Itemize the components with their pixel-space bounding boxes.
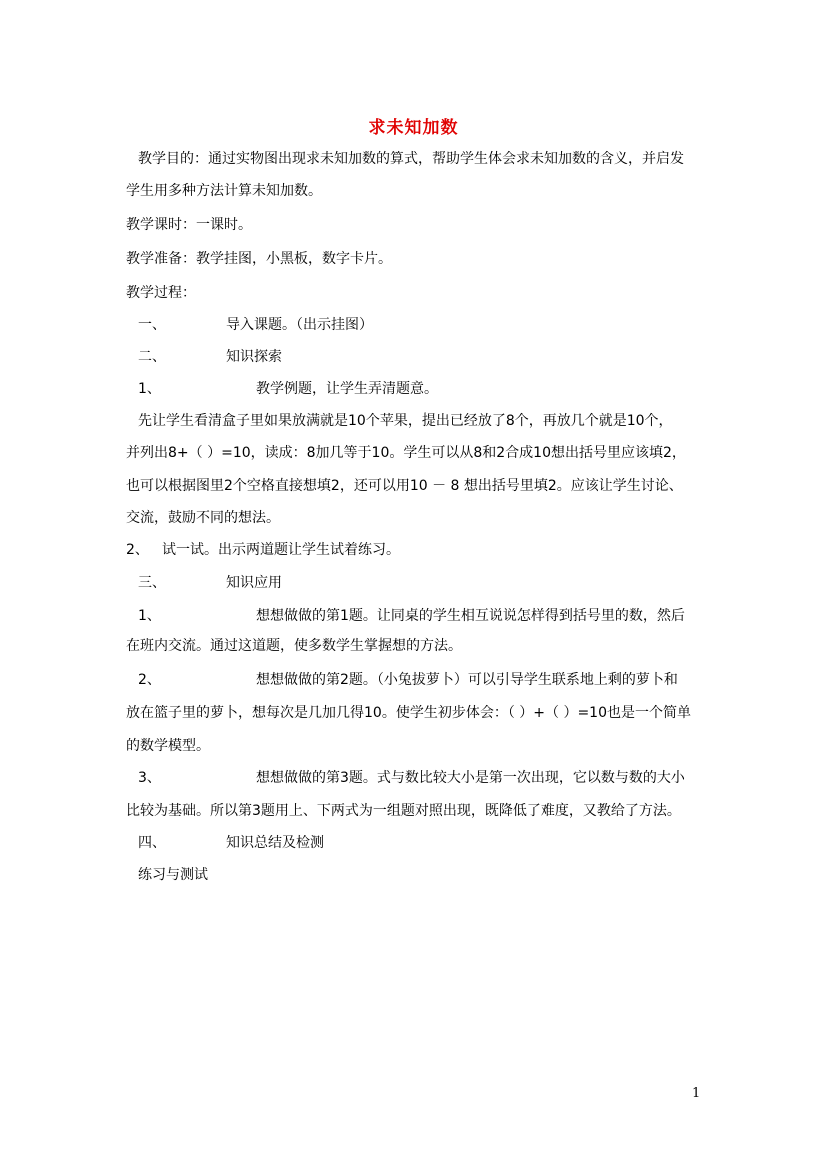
item-number: 3、 [138,770,161,786]
practice-label: 练习与测试 [138,867,208,883]
objective-line-1: 教学目的：通过实物图出现求未知加数的算式，帮助学生体会求未知加数的含义，并启发 [138,151,684,167]
item-line: 想想做做的第1题。让同桌的学生相互说说怎样得到括号里的数，然后 [256,608,685,624]
teaching-preparation: 教学准备：教学挂图，小黑板，数字卡片。 [126,251,392,267]
paragraph-line: 并列出8+（ ）=10，读成：8加几等于10。学生可以从8和2合成10想出括号里应该填2， [126,445,686,461]
section-title: 知识应用 [226,575,282,591]
section-title: 知识总结及检测 [226,835,324,851]
item-line: 想想做做的第2题。（小兔拔萝卜）可以引导学生联系地上剩的萝卜和 [256,672,678,688]
paragraph-line: 交流，鼓励不同的想法。 [126,510,280,526]
section-title: 导入课题。（出示挂图） [226,317,373,333]
section-number: 四、 [138,835,166,851]
section-title: 知识探索 [226,349,282,365]
item-line: 想想做做的第3题。式与数比较大小是第一次出现，它以数与数的大小 [256,770,685,786]
item-number: 1、 [138,381,161,397]
paragraph-line: 先让学生看清盒子里如果放满就是10个苹果，提出已经放了8个，再放几个就是10个， [138,413,673,429]
teaching-process-label: 教学过程： [126,285,196,301]
item-line: 的数学模型。 [126,738,210,754]
item-line: 比较为基础。所以第3题用上、下两式为一组题对照出现，既降低了难度，又教给了方法。 [126,803,681,819]
objective-line-2: 学生用多种方法计算未知加数。 [126,183,322,199]
item-line: 在班内交流。通过这道题，使多数学生掌握想的方法。 [126,638,462,654]
page-number: 1 [692,1086,701,1101]
teaching-hours: 教学课时：一课时。 [126,217,252,233]
item-line: 放在篮子里的萝卜，想每次是几加几得10。使学生初步体会：（ ）+（ ）=10也是一个简单 [126,705,691,721]
item-title: 试一试。出示两道题让学生试着练习。 [162,542,400,558]
section-number: 二、 [138,349,166,365]
page-title: 求未知加数 [368,118,459,138]
paragraph-line: 也可以根据图里2个空格直接想填2，还可以用10 － 8 想出括号里填2。应该让学生讨论、 [126,478,683,494]
item-number: 2、 [138,672,161,688]
section-number: 一、 [138,317,166,333]
item-number: 2、 [126,542,149,558]
item-number: 1、 [138,608,161,624]
item-title: 教学例题，让学生弄清题意。 [256,381,438,397]
section-number: 三、 [138,575,166,591]
